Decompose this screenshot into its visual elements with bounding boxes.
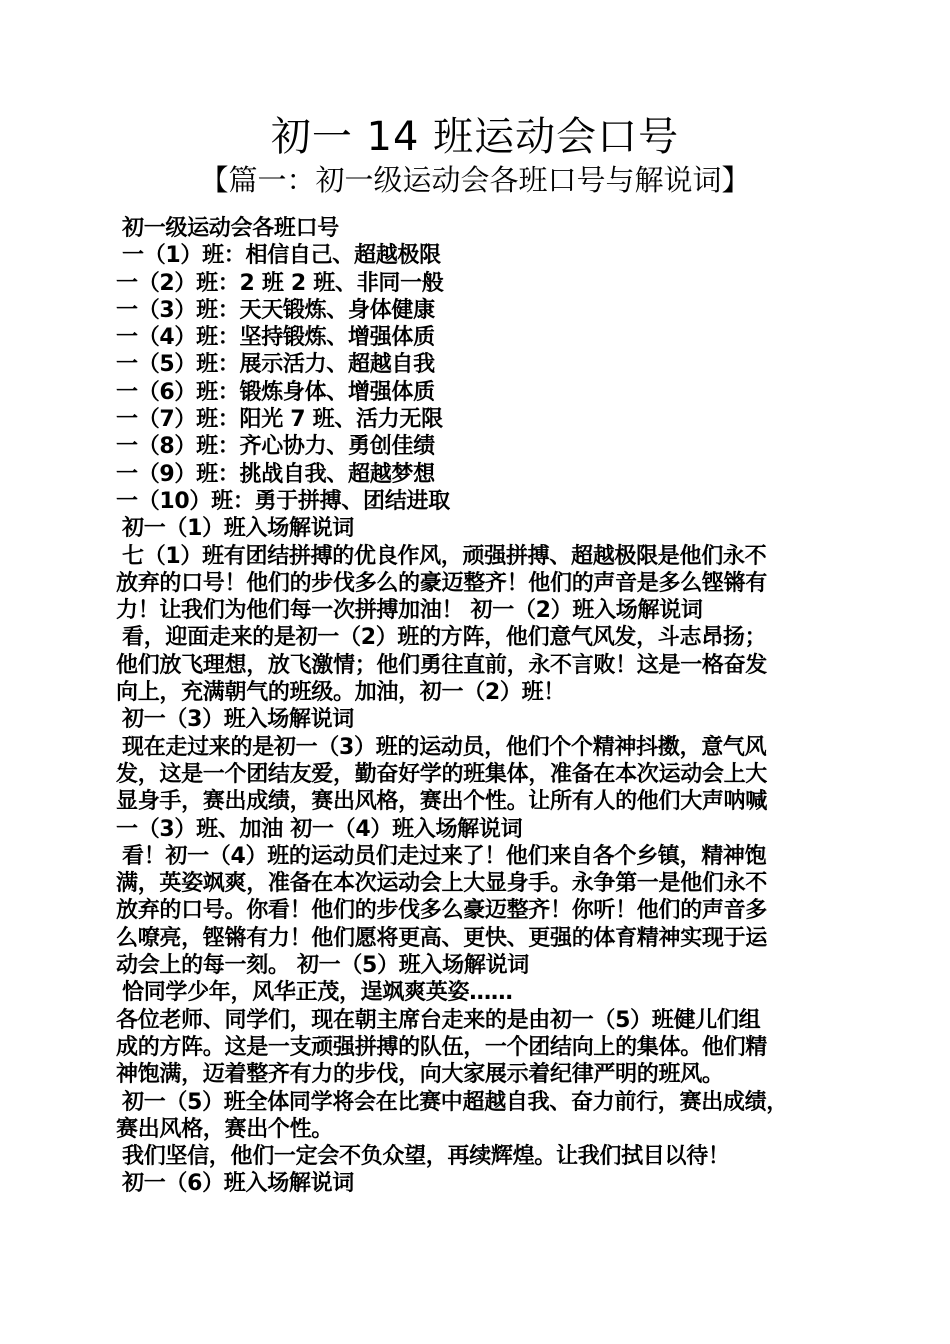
slogan-line: 一（3）班：天天锻炼、身体健康 xyxy=(116,297,435,323)
section-heading: 初一（1）班入场解说词 xyxy=(122,516,355,542)
slogan-line: 一（8）班：齐心协力、勇创佳绩 xyxy=(116,434,435,460)
paragraph-line: 动会上的每一刻。 初一（5）班入场解说词 xyxy=(116,953,529,979)
paragraph-line: 他们放飞理想，放飞激情；他们勇往直前，永不言败！这是一格奋发 xyxy=(116,652,768,678)
section-heading: 初一（6）班入场解说词 xyxy=(122,1171,355,1197)
document-subtitle: 【篇一：初一级运动会各班口号与解说词】 xyxy=(199,163,751,197)
paragraph-line: 七（1）班有团结拼搏的优良作风，顽强拼搏、超越极限是他们永不 xyxy=(122,543,767,569)
paragraph-line: 各位老师、同学们，现在朝主席台走来的是由初一（5）班健儿们组 xyxy=(116,1007,761,1033)
paragraph-line: 力！让我们为他们每一次拼搏加油！ 初一（2）班入场解说词 xyxy=(116,598,703,624)
paragraph-line: 一（3）班、加油 初一（4）班入场解说词 xyxy=(116,816,523,842)
paragraph-line: 现在走过来的是初一（3）班的运动员，他们个个精神抖擞，意气风 xyxy=(122,734,767,760)
section-heading: 初一级运动会各班口号 xyxy=(122,216,340,241)
paragraph-line: 赛出风格，赛出个性。 xyxy=(116,1116,334,1142)
paragraph-line: 神饱满，迈着整齐有力的步伐，向大家展示着纪律严明的班风。 xyxy=(116,1062,724,1088)
paragraph-line: 发，这是一个团结友爱，勤奋好学的班集体，准备在本次运动会上大 xyxy=(116,761,768,787)
section-heading: 初一（3）班入场解说词 xyxy=(122,707,355,733)
paragraph-line: 放弃的口号。你看！他们的步伐多么豪迈整齐！你听！他们的声音多 xyxy=(116,898,768,924)
slogan-line: 一（4）班：坚持锻炼、增强体质 xyxy=(116,325,435,351)
paragraph-line: 看，迎面走来的是初一（2）班的方阵，他们意气风发，斗志昂扬； xyxy=(122,625,767,651)
slogan-line: 一（9）班：挑战自我、超越梦想 xyxy=(116,461,435,487)
paragraph-line: 恰同学少年，风华正茂，逞飒爽英姿…… xyxy=(122,980,513,1006)
paragraph-line: 我们坚信，他们一定会不负众望，再续辉煌。让我们拭目以待！ xyxy=(122,1144,730,1170)
paragraph-line: 向上，充满朝气的班级。加油，初一（2）班！ xyxy=(116,680,566,706)
paragraph-line: 放弃的口号！他们的步伐多么的豪迈整齐！他们的声音是多么铿锵有 xyxy=(116,570,768,596)
paragraph-line: 初一（5）班全体同学将会在比赛中超越自我、奋力前行，赛出成绩， xyxy=(122,1089,789,1115)
slogan-line: 一（7）班：阳光 7 班、活力无限 xyxy=(116,407,443,433)
slogan-line: 一（10）班：勇于拼搏、团结进取 xyxy=(116,488,450,514)
slogan-line: 一（5）班：展示活力、超越自我 xyxy=(116,352,435,378)
paragraph-line: 满，英姿飒爽，准备在本次运动会上大显身手。永争第一是他们永不 xyxy=(116,871,768,897)
slogan-line: 一（6）班：锻炼身体、增强体质 xyxy=(116,379,435,405)
paragraph-line: 显身手，赛出成绩，赛出风格，赛出个性。让所有人的他们大声呐喊 xyxy=(116,789,768,815)
document-body xyxy=(116,215,838,1198)
paragraph-line: 看！初一（4）班的运动员们走过来了！他们来自各个乡镇，精神饱 xyxy=(122,843,767,869)
paragraph-line: 成的方阵。这是一支顽强拼搏的队伍，一个团结向上的集体。他们精 xyxy=(116,1034,768,1060)
document-title: 初一 14 班运动会口号 xyxy=(270,114,680,160)
slogan-line: 一（2）班：2 班 2 班、非同一般 xyxy=(116,270,444,296)
paragraph-line: 么嘹亮，铿锵有力！他们愿将更高、更快、更强的体育精神实现于运 xyxy=(116,925,768,951)
slogan-line: 一（1）班：相信自己、超越极限 xyxy=(122,243,441,269)
